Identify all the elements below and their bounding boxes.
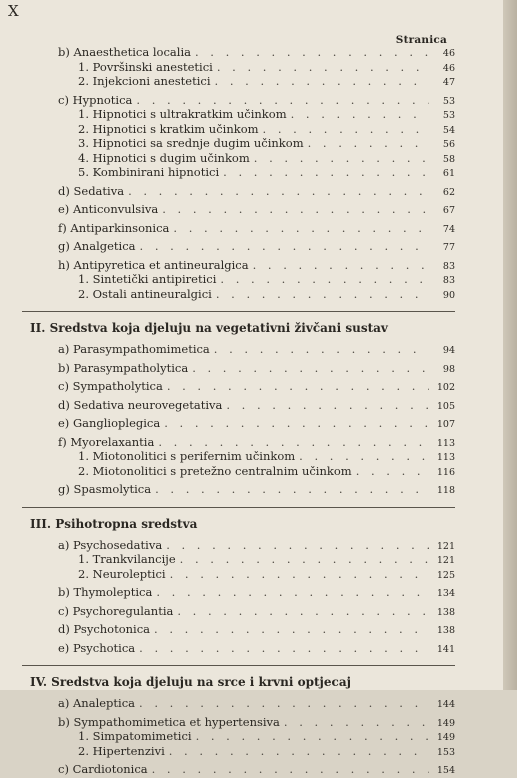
dot-leader (263, 123, 429, 136)
entry-label: b) Parasympatholytica (58, 360, 189, 375)
entry-label: e) Anticonvulsiva (58, 202, 159, 216)
toc-entry (0, 697, 455, 712)
entry-label: c) Sympatholytica (58, 379, 163, 393)
page-number: 67 (442, 205, 455, 216)
toc-entry (0, 763, 455, 778)
section-title-iii: III. Psihotropna sredstva (30, 516, 198, 531)
dot-leader (136, 94, 429, 107)
dot-leader (214, 343, 429, 356)
toc-subentry (0, 553, 455, 568)
page-number: 56 (442, 139, 455, 150)
page-numeral: X (8, 2, 19, 20)
page-column-header: Stranica (395, 34, 447, 46)
toc-entry (0, 586, 455, 601)
dot-leader (139, 697, 429, 710)
toc-subentry (0, 75, 455, 90)
section-divider (22, 311, 455, 312)
dot-leader (216, 288, 429, 301)
entry-label: c) Psychoregulantia (58, 603, 174, 618)
dot-leader (156, 586, 429, 599)
page-number: 125 (436, 569, 455, 581)
dot-leader (167, 380, 429, 393)
toc-entry (0, 642, 455, 657)
page-number: 121 (436, 540, 455, 552)
page-number: 83 (442, 275, 455, 286)
page-number: 118 (436, 485, 455, 496)
toc-block-section-iv (0, 697, 455, 778)
toc-entry (0, 436, 455, 451)
entry-label: b) Anaesthetica localia (58, 45, 191, 59)
toc-entry (0, 380, 455, 395)
toc-entry (0, 240, 455, 255)
entry-label: 2. Hipertenzivi (78, 743, 165, 758)
toc-entry (0, 483, 455, 498)
entry-label: 2. Injekcioni anestetici (78, 74, 211, 88)
page-gutter-shadow (503, 0, 517, 690)
dot-leader (162, 203, 429, 216)
dot-leader (223, 166, 429, 179)
page-number: 53 (442, 95, 455, 107)
entry-label: b) Sympathomimetica et hypertensiva (58, 714, 280, 729)
toc-block-section-ii (0, 343, 455, 498)
dot-leader (158, 436, 429, 449)
dot-leader (180, 553, 429, 566)
section-divider (22, 507, 455, 508)
entry-label: g) Spasmolytica (58, 482, 152, 496)
toc-entry (0, 362, 455, 377)
page-number: 116 (436, 466, 455, 478)
toc-entry (0, 716, 455, 731)
dot-leader (169, 745, 429, 758)
toc-subentry (0, 745, 455, 760)
dot-leader (215, 75, 429, 88)
dot-leader (308, 137, 429, 150)
section-title-ii: II. Sredstva koja djeluju na vegetativni živčani sustav (30, 321, 388, 335)
page-number: 94 (442, 345, 455, 356)
toc-block-anesthetics (0, 46, 455, 302)
page-number: 58 (442, 153, 455, 165)
dot-leader (299, 450, 429, 463)
entry-label: 5. Kombinirani hipnotici (78, 165, 220, 179)
entry-label: 2. Ostali antineuralgici (78, 286, 212, 301)
entry-label: c) Cardiotonica (58, 762, 148, 776)
page-number: 47 (442, 77, 455, 88)
toc-entry (0, 203, 455, 218)
entry-label: e) Psychotica (58, 640, 136, 655)
entry-label: 1. Trankvilancije (78, 552, 176, 566)
dot-leader (284, 716, 429, 729)
entry-label: 1. Miotonolitici s perifernim učinkom (78, 449, 296, 463)
toc-block-section-iii (0, 539, 455, 657)
page-number: 113 (436, 452, 455, 463)
entry-label: d) Sedativa (58, 183, 125, 198)
toc-entry (0, 94, 455, 109)
dot-leader (164, 417, 429, 430)
dot-leader (291, 108, 429, 121)
entry-label: c) Hypnotica (58, 92, 133, 107)
toc-entry (0, 46, 455, 61)
entry-label: b) Thymoleptica (58, 585, 153, 599)
page-number: 61 (442, 168, 455, 179)
dot-leader (226, 399, 429, 412)
page-number: 149 (436, 717, 455, 729)
toc-entry (0, 605, 455, 620)
entry-label: 1. Sintetički antipiretici (78, 272, 217, 286)
page-number: 54 (442, 124, 455, 136)
entry-label: h) Antipyretica et antineuralgica (58, 257, 249, 272)
page-number: 83 (442, 260, 455, 272)
toc-subentry (0, 61, 455, 76)
page-number: 53 (442, 110, 455, 121)
page-number: 144 (436, 699, 455, 710)
dot-leader (152, 763, 429, 776)
page-number: 102 (436, 382, 455, 393)
dot-leader (196, 730, 429, 743)
toc-entry (0, 399, 455, 414)
entry-label: a) Analeptica (58, 696, 136, 710)
entry-label: d) Sedativa neurovegetativa (58, 397, 223, 412)
page-number: 153 (436, 746, 455, 758)
toc-entry (0, 623, 455, 638)
page-number: 121 (436, 555, 455, 566)
page-number: 154 (436, 765, 455, 776)
dot-leader (217, 61, 429, 74)
dot-leader (356, 465, 429, 478)
page-number: 138 (436, 606, 455, 618)
page-number: 113 (436, 437, 455, 449)
dot-leader (140, 240, 429, 253)
entry-label: d) Psychotonica (58, 622, 151, 636)
page-number: 105 (436, 400, 455, 412)
page-number: 134 (436, 588, 455, 599)
toc-subentry (0, 166, 455, 181)
toc-subentry (0, 288, 455, 303)
dot-leader (195, 46, 429, 59)
entry-label: a) Psychosedativa (58, 537, 163, 552)
dot-leader (154, 623, 429, 636)
entry-label: f) Antiparkinsonica (58, 220, 170, 235)
dot-leader (166, 539, 429, 552)
page-number: 149 (436, 732, 455, 743)
dot-leader (254, 152, 429, 165)
toc-subentry (0, 137, 455, 152)
entry-label: 2. Neuroleptici (78, 566, 166, 581)
entry-label: 1. Hipnotici s ultrakratkim učinkom (78, 107, 287, 121)
dot-leader (220, 273, 429, 286)
dot-leader (128, 185, 429, 198)
entry-label: g) Analgetica (58, 239, 136, 253)
dot-leader (155, 483, 429, 496)
toc-entry (0, 417, 455, 432)
toc-entry (0, 259, 455, 274)
dot-leader (177, 605, 429, 618)
page-number: 46 (442, 48, 455, 59)
entry-label: 1. Simpatomimetici (78, 729, 192, 743)
toc-entry (0, 185, 455, 200)
toc-subentry (0, 568, 455, 583)
section-divider (22, 665, 455, 666)
toc-subentry (0, 465, 455, 480)
toc-entry (0, 539, 455, 554)
toc-subentry (0, 450, 455, 465)
entry-label: 4. Hipnotici s dugim učinkom (78, 150, 250, 165)
page-number: 74 (442, 223, 455, 235)
entry-label: f) Myorelaxantia (58, 434, 155, 449)
page-number: 62 (442, 186, 455, 198)
page-number: 141 (436, 643, 455, 655)
page-number: 98 (442, 363, 455, 375)
toc-subentry (0, 152, 455, 167)
toc-entry (0, 222, 455, 237)
page-number: 138 (436, 625, 455, 636)
dot-leader (170, 568, 429, 581)
section-title-iv: IV. Sredstva koja djeluju na srce i krvni optjecaj (30, 675, 351, 689)
toc-subentry (0, 123, 455, 138)
toc-entry (0, 343, 455, 358)
table-of-contents (0, 46, 455, 778)
entry-label: 3. Hipnotici sa srednje dugim učinkom (78, 136, 304, 150)
page-number: 107 (436, 419, 455, 430)
toc-subentry (0, 730, 455, 745)
dot-leader (192, 362, 429, 375)
page-number: 77 (442, 242, 455, 253)
toc-subentry (0, 273, 455, 288)
entry-label: e) Ganglioplegica (58, 416, 161, 430)
entry-label: 2. Miotonolitici s pretežno centralnim učinkom (78, 463, 352, 478)
entry-label: 2. Hipnotici s kratkim učinkom (78, 121, 259, 136)
entry-label: a) Parasympathomimetica (58, 342, 210, 356)
dot-leader (173, 222, 429, 235)
page-number: 90 (442, 289, 455, 301)
page-number: 46 (442, 62, 455, 74)
dot-leader (139, 642, 429, 655)
toc-subentry (0, 108, 455, 123)
entry-label: 1. Površinski anestetici (78, 59, 213, 74)
dot-leader (253, 259, 429, 272)
